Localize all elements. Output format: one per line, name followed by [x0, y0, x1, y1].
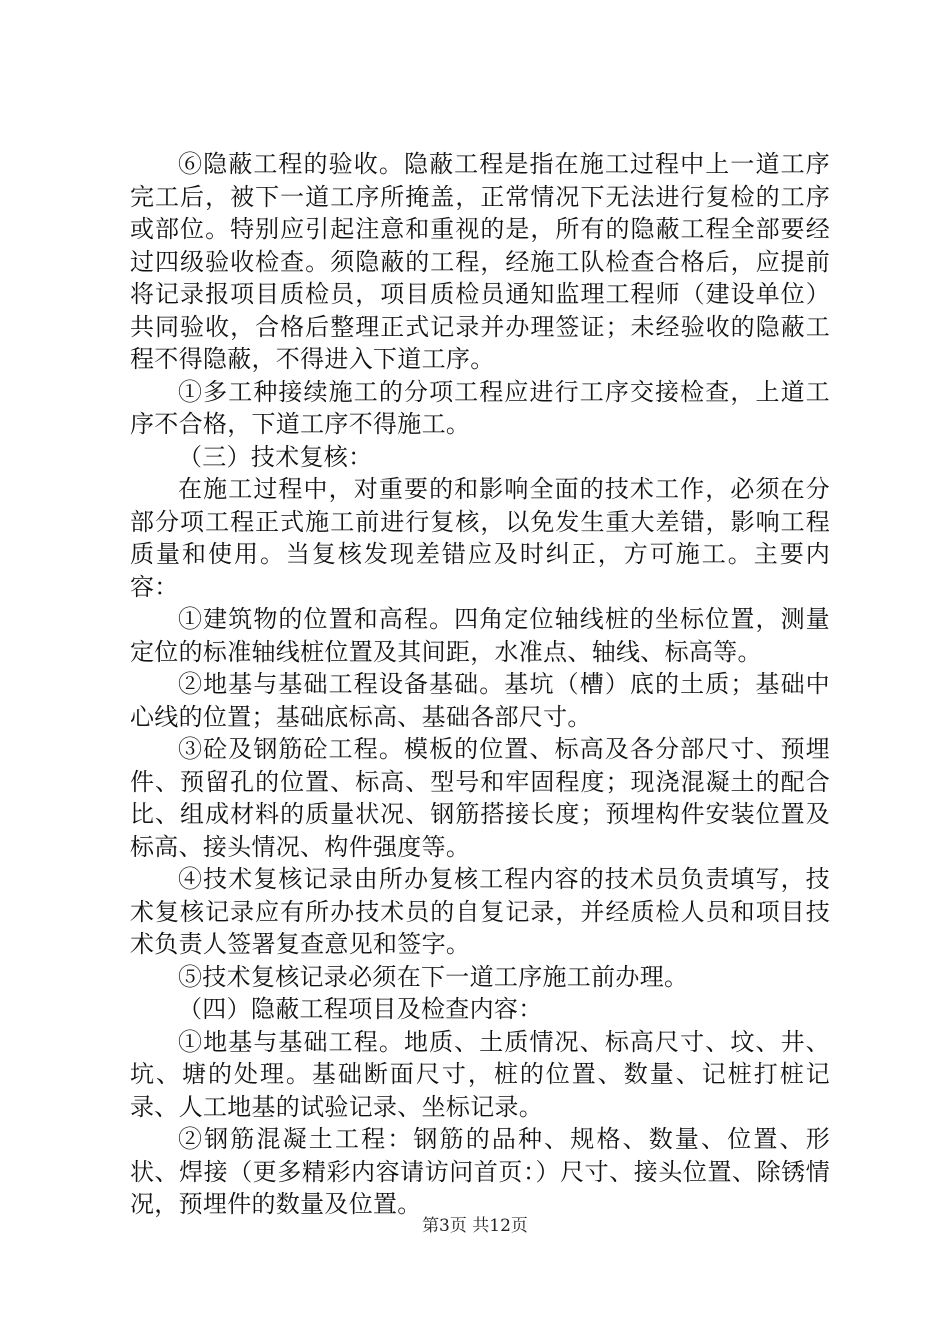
- document-body: [130, 148, 830, 1221]
- paragraph-technical-review-intro: 在施工过程中，对重要的和影响全面的技术工作，必须在分部分项工程正式施工前进行复核，以免发生重大差错，影响工程质量和使用。当复核发现差错应及时纠正，方可施工。主要内容：: [130, 475, 830, 601]
- section-heading-hidden-items: （四）隐蔽工程项目及检查内容：: [178, 995, 543, 1023]
- paragraph-building-position: ①建筑物的位置和高程。四角定位轴线桩的坐标位置，测量定位的标准轴线桩位置及其间距，水准点、轴线、标高等。: [130, 605, 830, 666]
- paragraph-review-records: ④技术复核记录由所办复核工程内容的技术员负责填写，技术复核记录应有所办技术员的自复记录，并经质检人员和项目技术负责人签署复查意见和签字。: [130, 865, 830, 958]
- paragraph-foundation-equipment: ②地基与基础工程设备基础。基坑（槽）底的土质；基础中心线的位置；基础底标高、基础各部尺寸。: [130, 670, 830, 731]
- paragraph-review-timing: ⑤技术复核记录必须在下一道工序施工前办理。: [178, 962, 689, 991]
- page-number-footer: 第3页 共12页: [422, 1216, 528, 1236]
- paragraph-hidden-works-acceptance: ⑥隐蔽工程的验收。隐蔽工程是指在施工过程中上一道工序完工后，被下一道工序所掩盖，正常情况下无法进行复检的工序或部位。特别应引起注意和重视的是，所有的隐蔽工程全部要经过四级验收检查。须隐蔽的工程，经施工队检查合格后，应提前将记录报项目质检员，项目质检员通知监理工程师（建设单位）共同验收，合格后整理正式记录并办理签证；未经验收的隐蔽工程不得隐蔽，不得进入下道工序。: [130, 150, 830, 373]
- paragraph-reinforced-concrete: ②钢筋混凝土工程：钢筋的品种、规格、数量、位置、形状、焊接（更多精彩内容请访问首页：）尺寸、接头位置、除锈情况，预埋件的数量及位置。: [130, 1125, 830, 1218]
- paragraph-foundation-works: ①地基与基础工程。地质、土质情况、标高尺寸、坟、井、坑、塘的处理。基础断面尺寸，桩的位置、数量、记桩打桩记录、人工地基的试验记录、坐标记录。: [130, 1027, 830, 1121]
- paragraph-process-handover: ①多工种接续施工的分项工程应进行工序交接检查，上道工序不合格，下道工序不得施工。: [130, 377, 830, 438]
- paragraph-concrete-works: ③砼及钢筋砼工程。模板的位置、标高及各分部尺寸、预埋件、预留孔的位置、标高、型号和牢固程度；现浇混凝土的配合比、组成材料的质量状况、钢筋搭接长度；预埋构件安装位置及标高、接头情况、构件强度等。: [130, 735, 830, 861]
- section-heading-technical-review: （三）技术复核：: [178, 442, 373, 471]
